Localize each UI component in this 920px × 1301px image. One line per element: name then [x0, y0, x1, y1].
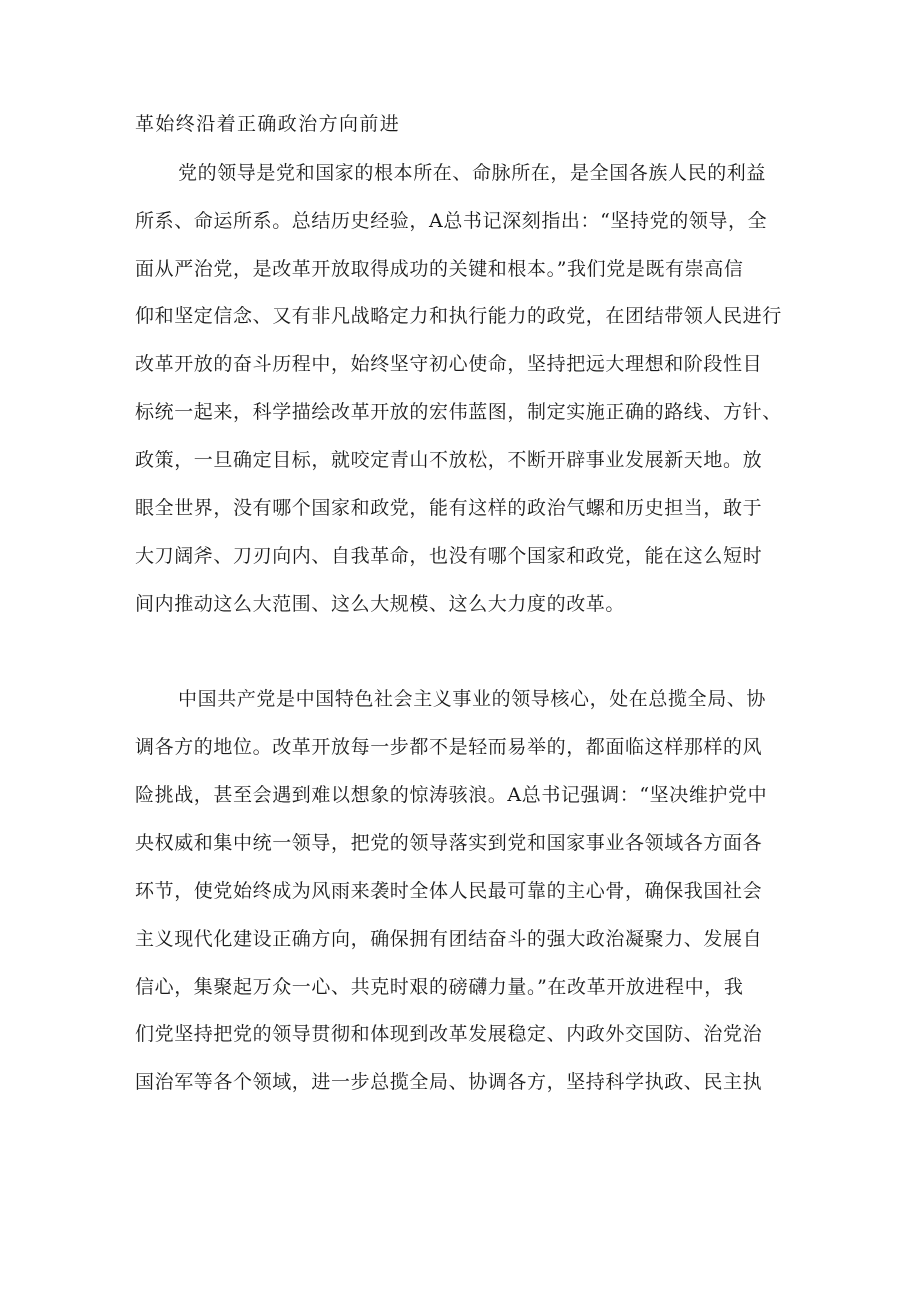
paragraph-line: 大刀阔斧、刀刃向内、自我革命，也没有哪个国家和政党，能在这么短时 — [135, 545, 763, 567]
paragraph-line: 政策，一旦确定目标，就咬定青山不放松，不断开辟事业发展新天地。放 — [135, 449, 763, 471]
paragraph-line: 间内推动这么大范围、这么大规模、这么大力度的改革。 — [135, 593, 626, 615]
paragraph-line: 眼全世界，没有哪个国家和政党，能有这样的政治气螺和历史担当，敢于 — [135, 497, 763, 519]
paragraph-line: 国治军等各个领域，进一步总揽全局、协调各方，坚持科学执政、民主执 — [135, 1071, 763, 1093]
paragraph-line: 中国共产党是中国特色社会主义事业的领导核心，处在总揽全局、协 — [178, 688, 767, 710]
paragraph-line: 信心，集聚起万众一心、共克时艰的磅礴力量。”在改革开放进程中，我 — [135, 976, 744, 998]
paragraph-line: 仰和坚定信念、又有非凡战略定力和执行能力的政党，在团结带领人民进行 — [135, 305, 782, 327]
paragraph-line: 主义现代化建设正确方向，确保拥有团结奋斗的强大政治凝聚力、发展自 — [135, 928, 763, 950]
paragraph-line: 改革开放的奋斗历程中，始终坚守初心使命，坚持把远大理想和阶段性目 — [135, 353, 763, 375]
paragraph-line: 险挑战，甚至会遇到难以想象的惊涛骇浪。A总书记强调：“坚决维护党中 — [135, 784, 768, 806]
paragraph-line: 党的领导是党和国家的根本所在、命脉所在，是全国各族人民的利益 — [178, 162, 767, 184]
paragraph-line: 标统一起来，科学描绘改革开放的宏伟蓝图，制定实施正确的路线、方针、 — [135, 401, 782, 423]
paragraph-line: 环节，使党始终成为风雨来袭时全体人民最可靠的主心骨，确保我国社会 — [135, 880, 763, 902]
paragraph-line: 所系、命运所系。总结历史经验，A总书记深刻指出：“坚持党的领导，全 — [135, 210, 768, 232]
section-heading: 革始终沿着正确政治方向前进 — [135, 113, 401, 135]
paragraph-line: 们党坚持把党的领导贯彻和体现到改革发展稳定、内政外交国防、治党治 — [135, 1023, 763, 1045]
paragraph-line: 央权威和集中统一领导，把党的领导落实到党和国家事业各领域各方面各 — [135, 832, 763, 854]
paragraph-line: 调各方的地位。改革开放每一步都不是轻而易举的，都面临这样那样的风 — [135, 736, 763, 758]
paragraph-line: 面从严治党，是改革开放取得成功的关键和根本。”我们党是既有崇高信 — [135, 258, 744, 280]
